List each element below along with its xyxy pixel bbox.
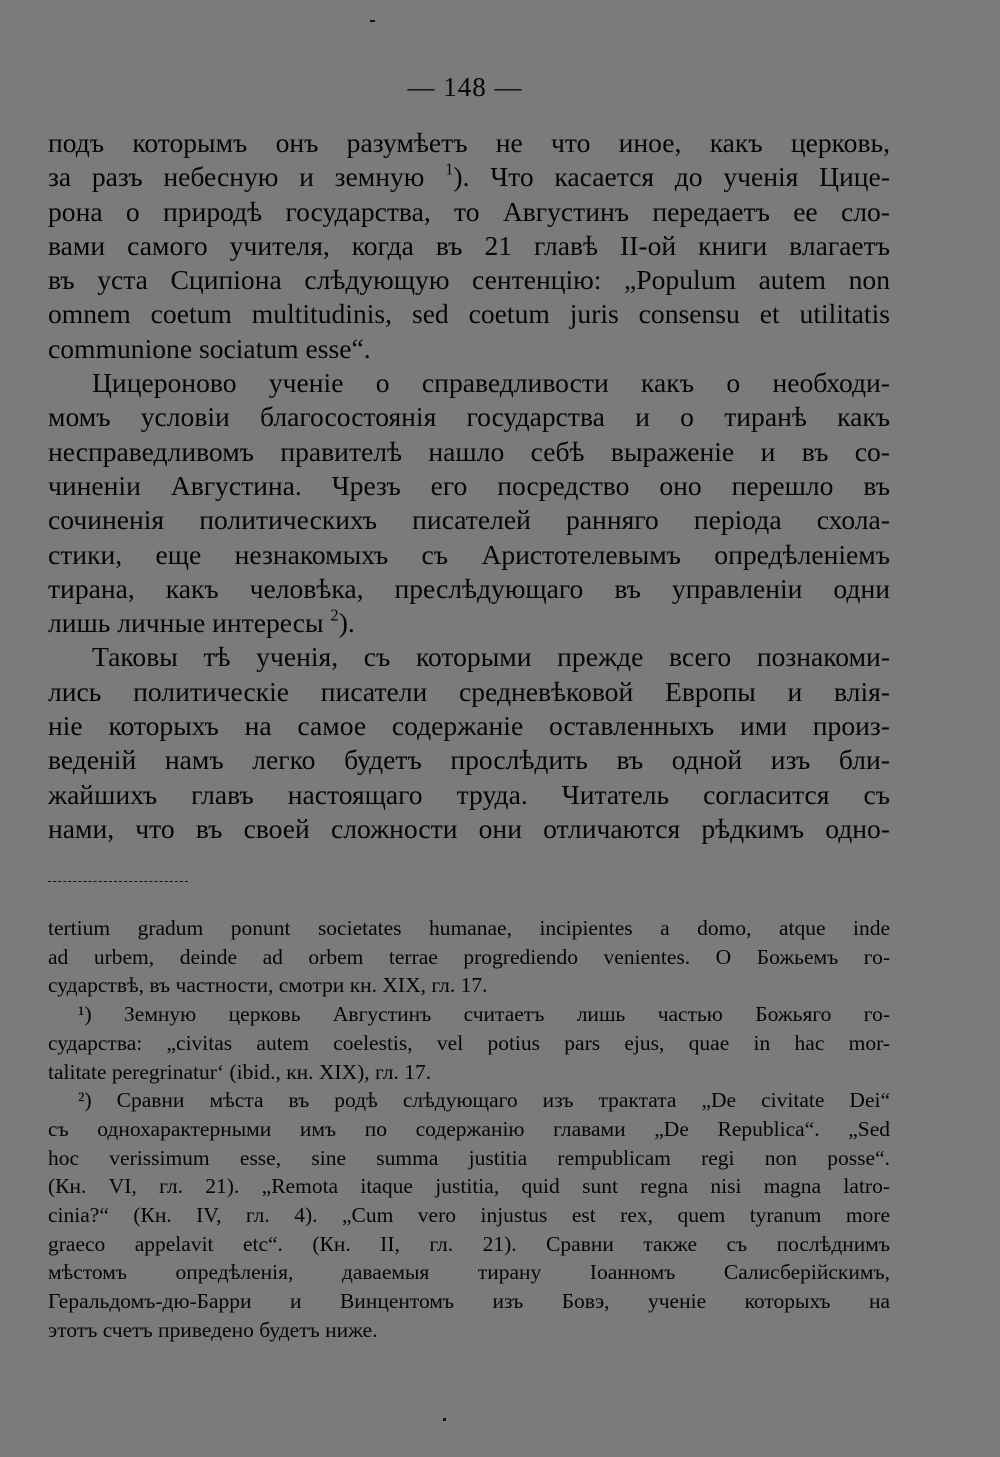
text-line: лишь личные интересы $^2$).: [48, 605, 355, 639]
footnote-line: (Кн. VI, гл. 21). „Remota itaque justitia, quid sunt regna nisi magna latro-: [48, 1174, 890, 1199]
footnote-line: ¹) Земную церковь Августинъ считаетъ лишь частью Божьяго го-: [78, 1002, 890, 1027]
text-line: Цицероново ученіе о справедливости какъ о необходи-: [92, 367, 890, 399]
footnotes: [48, 914, 890, 1345]
footnote-line: hoc verissimum esse, sine summa justitia rempublicam regi non posse“.: [48, 1145, 890, 1170]
print-speck: [443, 1418, 446, 1421]
text-line: веденій намъ легко будетъ прослѣдить въ одной изъ бли-: [48, 744, 890, 776]
footnote-line: Геральдомъ-дю-Барри и Винцентомъ изъ Бовэ, ученіе которыхъ на: [48, 1289, 890, 1314]
footnote-line: этотъ счетъ приведено будетъ ниже.: [48, 1317, 378, 1342]
page-number: — 148 —: [407, 72, 523, 102]
text-line: лись политическіе писатели средневѣковой Европы и влія-: [48, 675, 890, 707]
text-line: вами самого учителя, когда въ 21 главѣ II-ой книги влагаетъ: [48, 229, 890, 261]
text-line: чиненіи Августина. Чрезъ его посредство оно перешло въ: [48, 469, 890, 501]
footnote-separator: [48, 881, 188, 882]
footnote-marker: 1: [445, 159, 454, 179]
text-line: жайшихъ главъ настоящаго труда. Читатель согласится съ: [48, 778, 890, 810]
text-line: тирана, какъ человѣка, преслѣдующаго въ управленіи одни: [48, 572, 890, 604]
footnote-line: сударства: „civitas autem coelestis, vel potius pars ejus, quae in hac mor-: [48, 1030, 890, 1055]
footnote-line: tertium gradum ponunt societates humanae, incipientes a domo, atque inde: [48, 916, 890, 940]
text-line: omnem coetum multitudinis, sed coetum juris consensu et utilitatis: [48, 298, 890, 330]
text-line: стики, еще незнакомыхъ съ Аристотелевымъ опредѣленіемъ: [48, 538, 890, 570]
footnote-marker: 2: [330, 605, 339, 625]
text-line: подъ которымъ онъ разумѣетъ не что иное, какъ церковь,: [48, 127, 890, 158]
print-speck: [370, 20, 375, 22]
text-line: въ уста Сципіона слѣдующую сентенцію: „Populum autem non: [48, 264, 890, 296]
footnote-line: talitate peregrinatur‘ (ibid., кн. XIX), гл. 17.: [48, 1059, 432, 1084]
footnote-line: съ однохарактерными имъ по содержанію главами „De Republica“. „Sed: [48, 1116, 890, 1141]
main-text: [48, 126, 890, 846]
text-line: сочиненія политическихъ писателей ранняго періода схола-: [48, 504, 890, 536]
text-line: рона о природѣ государства, то Августинъ передаетъ ее сло-: [48, 195, 890, 227]
footnote-line: ad urbem, deinde ad orbem terrae progrediendo venientes. О Божьемъ го-: [48, 944, 890, 969]
text-line: Таковы тѣ ученія, съ которыми прежде всего познакоми-: [92, 641, 890, 673]
footnote-line: cinia?“ (Кн. IV, гл. 4). „Cum vero injustus est rex, quem tyranum more: [48, 1203, 890, 1228]
text-line: communione sociatum esse“.: [48, 332, 371, 364]
footnote-line: graeco appelavit etc“. (Кн. II, гл. 21). Сравни также съ послѣднимъ: [48, 1231, 890, 1256]
footnote-line: мѣстомъ опредѣленія, даваемыя тирану Іоанномъ Салисберійскимъ,: [48, 1260, 890, 1285]
footnote-line: ²) Сравни мѣста въ родѣ слѣдующаго изъ трактата „De civitate Dei“: [78, 1088, 890, 1113]
footnote-line: сударствѣ, въ частности, смотри кн. XIX, гл. 17.: [48, 973, 488, 998]
text-line: нами, что въ своей сложности они отличаются рѣдкимъ одно-: [48, 812, 890, 844]
text-line: несправедливомъ правителѣ нашло себѣ выраженіе и въ со-: [48, 435, 890, 467]
text-line: ніе которыхъ на самое содержаніе оставленныхъ ими произ-: [48, 710, 890, 742]
text-line: момъ условіи благосостоянія государства и о тиранѣ какъ: [48, 401, 890, 433]
text-line: за разъ небесную и земную $^1$). Что касается до ученія Цице-: [48, 159, 890, 193]
